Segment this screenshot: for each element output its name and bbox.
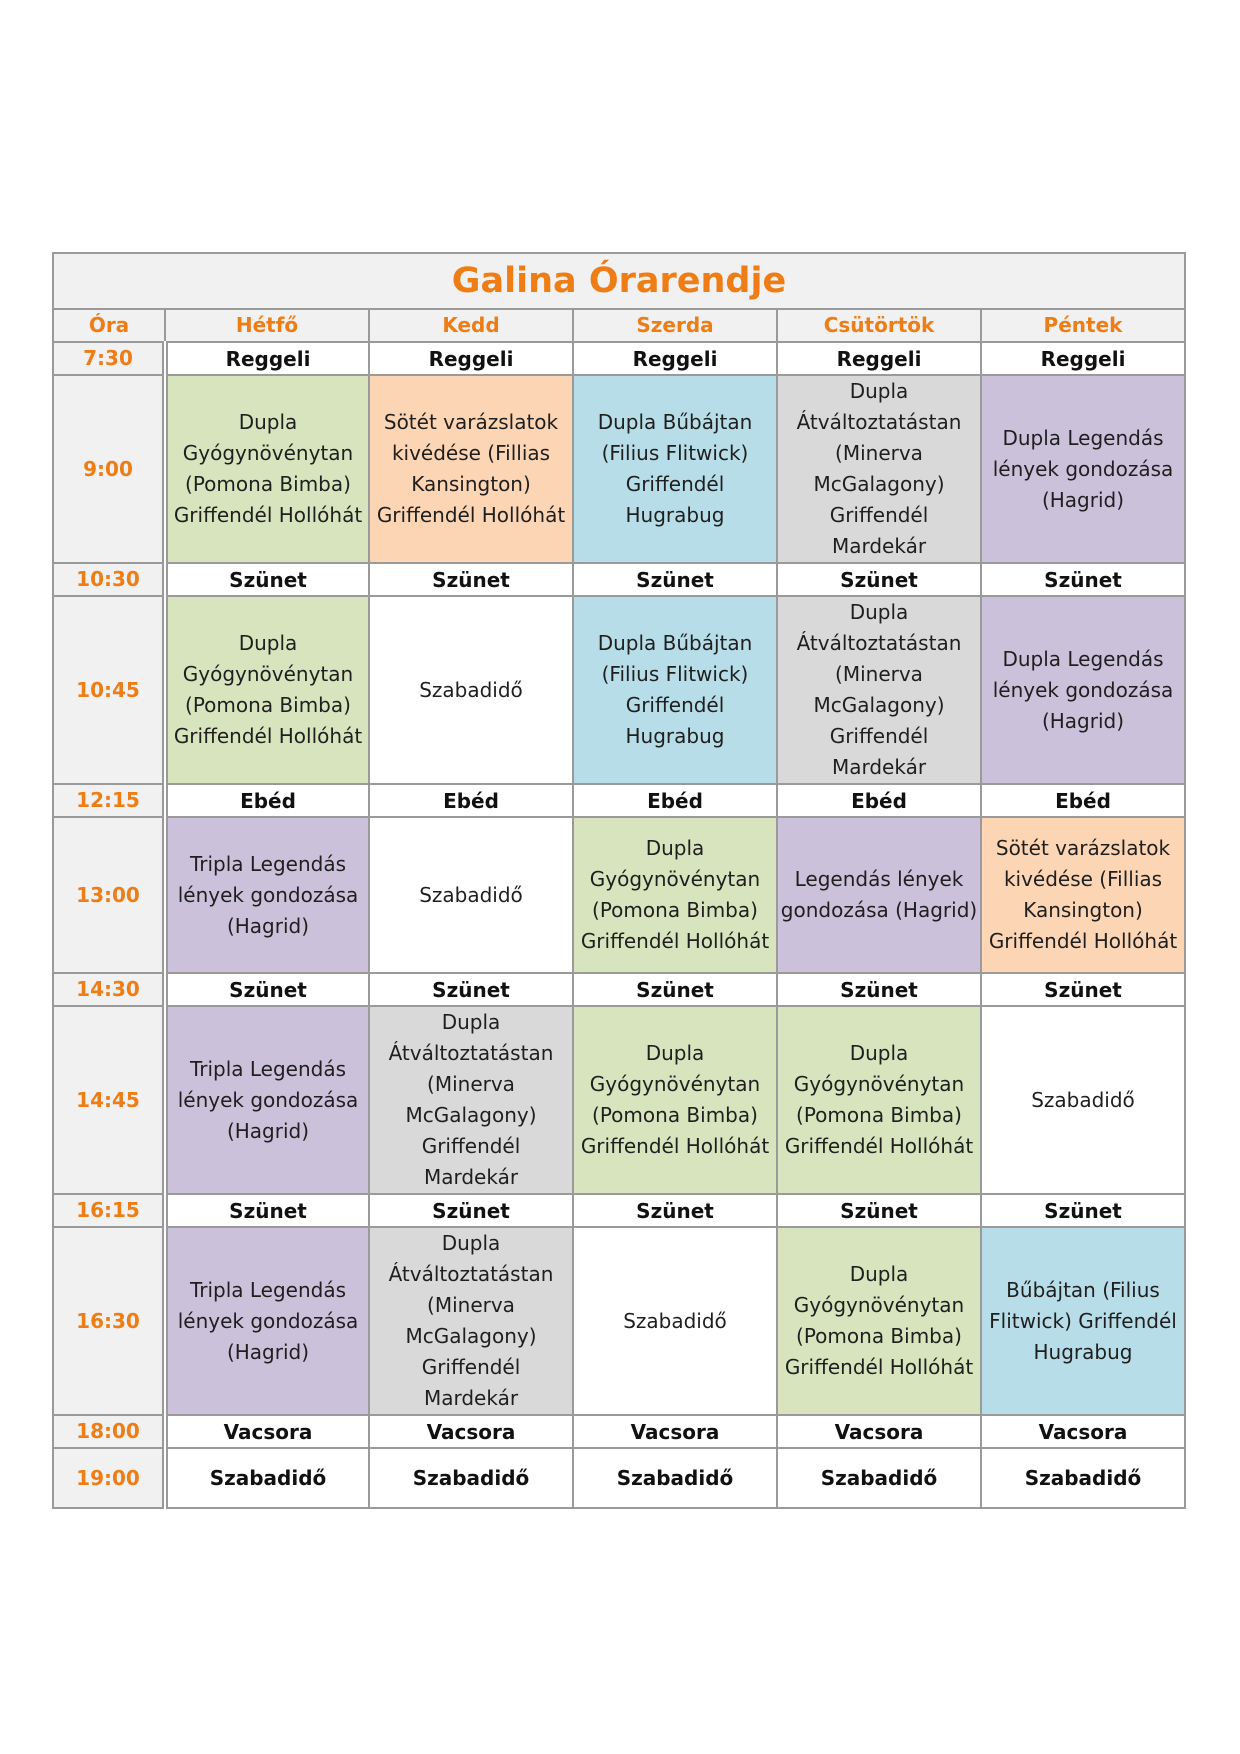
break-cell: Szünet	[981, 563, 1185, 596]
break-cell: Reggeli	[981, 342, 1185, 375]
break-cell: Ebéd	[981, 784, 1185, 817]
time-cell: 19:00	[53, 1448, 165, 1508]
header-cell-day: Péntek	[981, 309, 1185, 342]
break-cell: Szabadidő	[981, 1448, 1185, 1508]
lesson-cell: Szabadidő	[573, 1227, 777, 1415]
break-cell: Szünet	[369, 563, 573, 596]
time-cell: 14:45	[53, 1006, 165, 1194]
break-cell: Szünet	[777, 1194, 981, 1227]
lesson-cell: Dupla Gyógynövénytan (Pomona Bimba) Griffendél Hollóhát	[165, 596, 369, 784]
break-cell: Ebéd	[165, 784, 369, 817]
schedule-row	[53, 563, 1185, 596]
lesson-cell: Tripla Legendás lények gondozása (Hagrid)	[165, 1227, 369, 1415]
schedule-row	[53, 973, 1185, 1006]
lesson-cell: Dupla Gyógynövénytan (Pomona Bimba) Griffendél Hollóhát	[573, 1006, 777, 1194]
time-cell: 18:00	[53, 1415, 165, 1448]
schedule-row	[53, 1194, 1185, 1227]
break-cell: Reggeli	[573, 342, 777, 375]
header-cell-day: Szerda	[573, 309, 777, 342]
lesson-cell: Szabadidő	[369, 596, 573, 784]
schedule-row	[53, 1448, 1185, 1508]
break-cell: Szünet	[369, 973, 573, 1006]
lesson-cell: Dupla Gyógynövénytan (Pomona Bimba) Griffendél Hollóhát	[573, 817, 777, 973]
header-row	[53, 309, 1185, 342]
lesson-cell: Dupla Átváltoztatástan (Minerva McGalagony) Griffendél Mardekár	[369, 1227, 573, 1415]
header-cell-day: Kedd	[369, 309, 573, 342]
lesson-cell: Dupla Átváltoztatástan (Minerva McGalagony) Griffendél Mardekár	[369, 1006, 573, 1194]
page-title: Galina Órarendje	[53, 253, 1185, 309]
schedule-row	[53, 1227, 1185, 1415]
break-cell: Szünet	[573, 1194, 777, 1227]
title-row	[53, 253, 1185, 309]
break-cell: Reggeli	[777, 342, 981, 375]
header-cell-time: Óra	[53, 309, 165, 342]
lesson-cell: Szabadidő	[369, 817, 573, 973]
time-cell: 13:00	[53, 817, 165, 973]
time-cell: 10:45	[53, 596, 165, 784]
header-cell-day: Hétfő	[165, 309, 369, 342]
break-cell: Ebéd	[777, 784, 981, 817]
break-cell: Vacsora	[573, 1415, 777, 1448]
break-cell: Ebéd	[573, 784, 777, 817]
break-cell: Szünet	[573, 563, 777, 596]
lesson-cell: Dupla Legendás lények gondozása (Hagrid)	[981, 375, 1185, 563]
break-cell: Szabadidő	[573, 1448, 777, 1508]
lesson-cell: Tripla Legendás lények gondozása (Hagrid)	[165, 1006, 369, 1194]
lesson-cell: Bűbájtan (Filius Flitwick) Griffendél Hugrabug	[981, 1227, 1185, 1415]
break-cell: Reggeli	[165, 342, 369, 375]
break-cell: Vacsora	[981, 1415, 1185, 1448]
break-cell: Szünet	[981, 1194, 1185, 1227]
lesson-cell: Dupla Gyógynövénytan (Pomona Bimba) Griffendél Hollóhát	[777, 1006, 981, 1194]
lesson-cell: Dupla Átváltoztatástan (Minerva McGalagony) Griffendél Mardekár	[777, 375, 981, 563]
break-cell: Ebéd	[369, 784, 573, 817]
schedule-row	[53, 1006, 1185, 1194]
time-cell: 14:30	[53, 973, 165, 1006]
lesson-cell: Dupla Gyógynövénytan (Pomona Bimba) Griffendél Hollóhát	[777, 1227, 981, 1415]
break-cell: Szünet	[777, 563, 981, 596]
break-cell: Szünet	[165, 563, 369, 596]
schedule-row	[53, 375, 1185, 563]
break-cell: Szabadidő	[165, 1448, 369, 1508]
break-cell: Vacsora	[369, 1415, 573, 1448]
break-cell: Szünet	[369, 1194, 573, 1227]
time-cell: 7:30	[53, 342, 165, 375]
time-cell: 12:15	[53, 784, 165, 817]
schedule-row	[53, 784, 1185, 817]
break-cell: Szabadidő	[777, 1448, 981, 1508]
time-cell: 10:30	[53, 563, 165, 596]
break-cell: Szünet	[573, 973, 777, 1006]
time-cell: 16:15	[53, 1194, 165, 1227]
lesson-cell: Szabadidő	[981, 1006, 1185, 1194]
break-cell: Vacsora	[165, 1415, 369, 1448]
lesson-cell: Dupla Legendás lények gondozása (Hagrid)	[981, 596, 1185, 784]
break-cell: Szünet	[981, 973, 1185, 1006]
lesson-cell: Legendás lények gondozása (Hagrid)	[777, 817, 981, 973]
lesson-cell: Dupla Átváltoztatástan (Minerva McGalagony) Griffendél Mardekár	[777, 596, 981, 784]
lesson-cell: Sötét varázslatok kivédése (Fillias Kansington) Griffendél Hollóhát	[369, 375, 573, 563]
break-cell: Vacsora	[777, 1415, 981, 1448]
lesson-cell: Sötét varázslatok kivédése (Fillias Kansington) Griffendél Hollóhát	[981, 817, 1185, 973]
lesson-cell: Dupla Gyógynövénytan (Pomona Bimba) Griffendél Hollóhát	[165, 375, 369, 563]
lesson-cell: Tripla Legendás lények gondozása (Hagrid)	[165, 817, 369, 973]
time-cell: 16:30	[53, 1227, 165, 1415]
break-cell: Szünet	[165, 973, 369, 1006]
break-cell: Szünet	[165, 1194, 369, 1227]
lesson-cell: Dupla Bűbájtan (Filius Flitwick) Griffendél Hugrabug	[573, 375, 777, 563]
schedule-row	[53, 596, 1185, 784]
break-cell: Reggeli	[369, 342, 573, 375]
schedule-row	[53, 817, 1185, 973]
timetable-body	[53, 253, 1185, 1508]
break-cell: Szabadidő	[369, 1448, 573, 1508]
timetable	[52, 252, 1186, 1509]
header-cell-day: Csütörtök	[777, 309, 981, 342]
schedule-row	[53, 1415, 1185, 1448]
time-cell: 9:00	[53, 375, 165, 563]
schedule-row	[53, 342, 1185, 375]
lesson-cell: Dupla Bűbájtan (Filius Flitwick) Griffendél Hugrabug	[573, 596, 777, 784]
break-cell: Szünet	[777, 973, 981, 1006]
